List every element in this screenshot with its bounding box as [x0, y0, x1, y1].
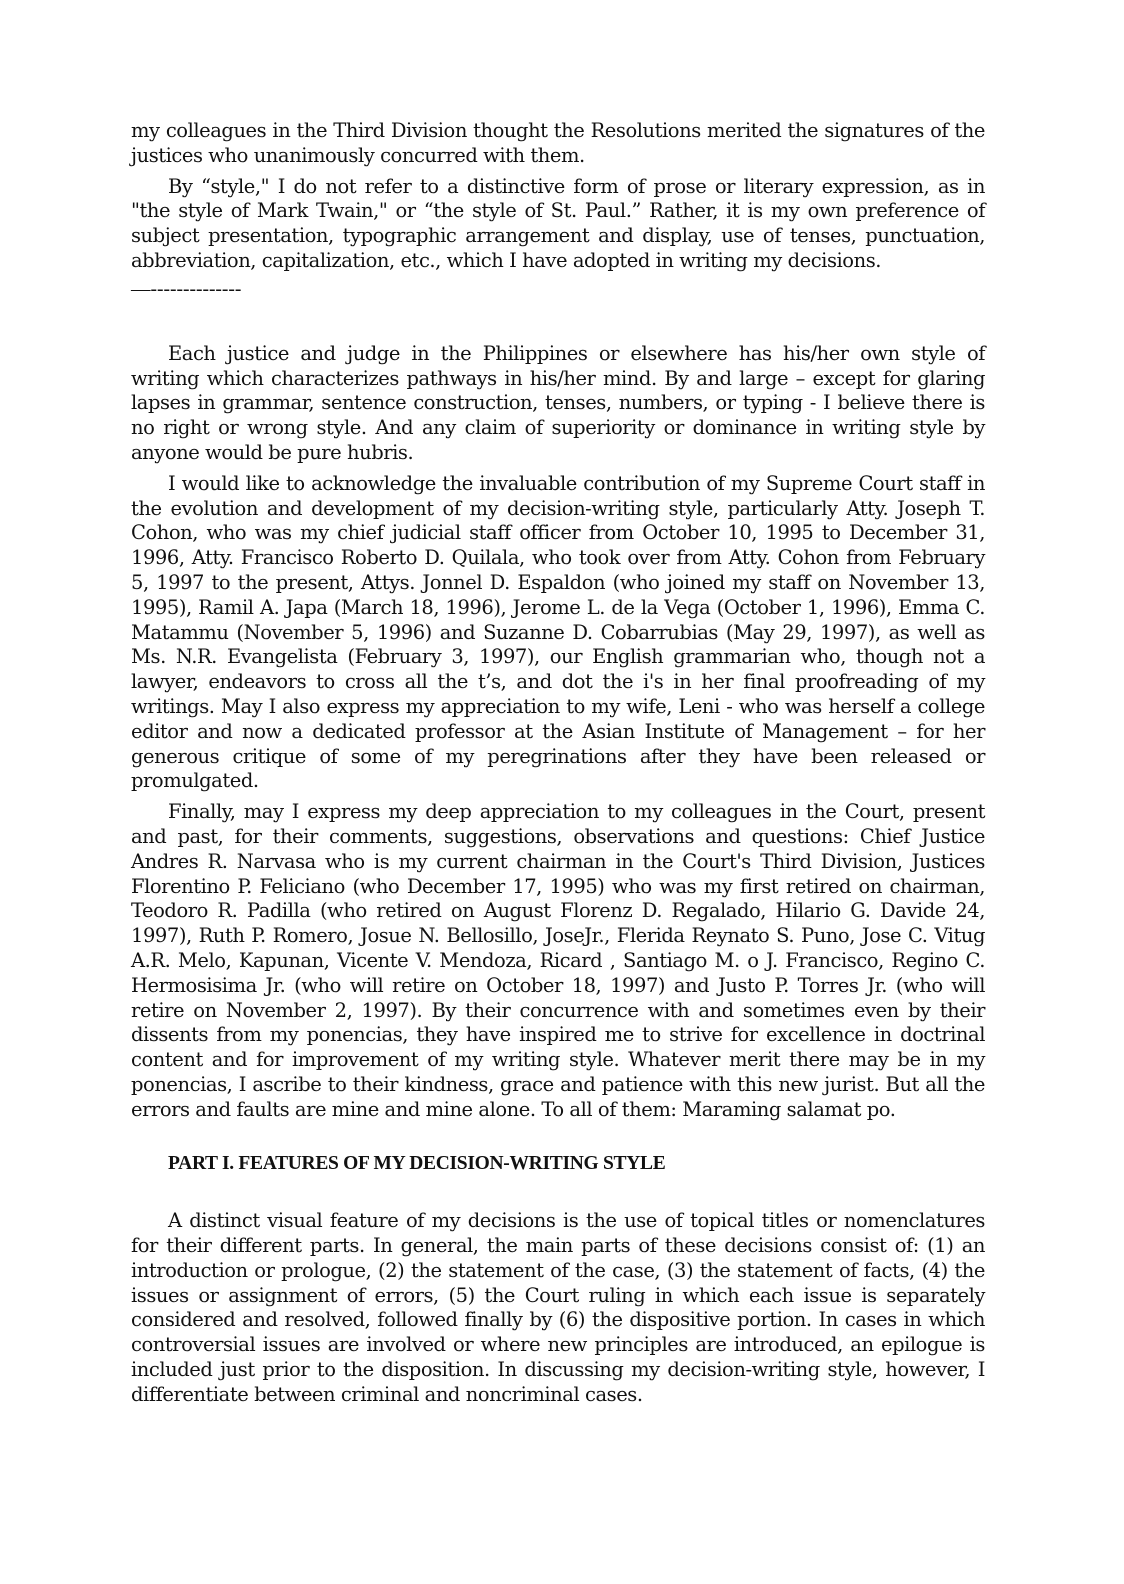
document-page	[131, 119, 985, 1414]
paragraph-features: A distinct visual feature of my decisions is the use of topical titles or nomenclatures for their different parts. In general, the main parts of these decisions consist of: (1) an introduction or prologue, (2) the statement of the case, (3) the statement of facts, (4) the issues or assignment of errors, (5) the Court ruling in which each issue is separately considered and resolved, followed finally by (6) the dispositive portion. In cases in which controversial issues are involved or where new principles are introduced, an epilogue is included just prior to the disposition. In discussing my decision-writing style, however, I differentiate between criminal and noncriminal cases.	[131, 1209, 985, 1406]
paragraph-staff-acknowledgement: I would like to acknowledge the invaluable contribution of my Supreme Court staff in the evolution and development of my decision-writing style, particularly Atty. Joseph T. Cohon, who was my chief judicial staff officer from October 10, 1995 to December 31, 1996, Atty. Francisco Roberto D. Quilala, who took over from Atty. Cohon from February 5, 1997 to the present, Attys. Jonnel D. Espaldon (who joined my staff on November 13, 1995), Ramil A. Japa (March 18, 1996), Jerome L. de la Vega (October 1, 1996), Emma C. Matammu (November 5, 1996) and Suzanne D. Cobarrubias (May 29, 1997), as well as Ms. N.R. Evangelista (February 3, 1997), our English grammarian who, though not a lawyer, endeavors to cross all the t’s, and dot the i's in her final proofreading of my writings. May I also express my appreciation to my wife, Leni - who was herself a college editor and now a dedicated professor at the Asian Institute of Management – for her generous critique of some of my peregrinations after they have been released or promulgated.	[131, 471, 985, 793]
section-heading: PART I. FEATURES OF MY DECISION-WRITING STYLE	[168, 1153, 666, 1175]
paragraph-continuation: my colleagues in the Third Division thought the Resolutions merited the signatures of the justices who unanimously concurred with them.	[131, 119, 985, 167]
paragraph-colleagues-appreciation: Finally, may I express my deep appreciation to my colleagues in the Court, present and past, for their comments, suggestions, observations and questions: Chief Justice Andres R. Narvasa who is my current chairman in the Court's Third Division, Justices Florentino P. Feliciano (who December 17, 1995) who was my first retired on chairman, Teodoro R. Padilla (who retired on August Florenz D. Regalado, Hilario G. Davide 24, 1997), Ruth P. Romero, Josue N. Bellosillo, JoseJr., Flerida Reynato S. Puno, Jose C. Vitug A.R. Melo, Kapunan, Vicente V. Mendoza, Ricard , Santiago M. o J. Francisco, Regino C. Hermosisima Jr. (who will retire on October 18, 1997) and Justo P. Torres Jr. (who will retire on November 2, 1997). By their concurrence with and sometimes even by their dissents from my ponencias, they have inspired me to strive for excellence in doctrinal content and for improvement of my writing style. Whatever merit there may be in my ponencias, I ascribe to their kindness, grace and patience with this new jurist. But all the errors and faults are mine and mine alone. To all of them: Maraming salamat po.	[131, 800, 985, 1121]
spacer	[131, 304, 985, 342]
paragraph-writing-style: Each justice and judge in the Philippines or elsewhere has his/her own style of writing which characterizes pathways in his/her mind. By and large – except for glaring lapses in grammar, sentence construction, tenses, numbers, or typing - I believe there is no right or wrong style. And any claim of superiority or dominance in writing style by anyone would be pure hubris.	[131, 341, 985, 464]
paragraph-style-definition: By “style," I do not refer to a distinctive form of prose or literary expression, as in "the style of Mark Twain," or “the style of St. Paul.” Rather, it is my own preference of subject presentation, typographic arrangement and display, use of tenses, punctuation, abbreviation, capitalization, etc., which I have adopted in writing my decisions.	[131, 174, 985, 272]
separator-line: —--------------	[131, 278, 242, 300]
